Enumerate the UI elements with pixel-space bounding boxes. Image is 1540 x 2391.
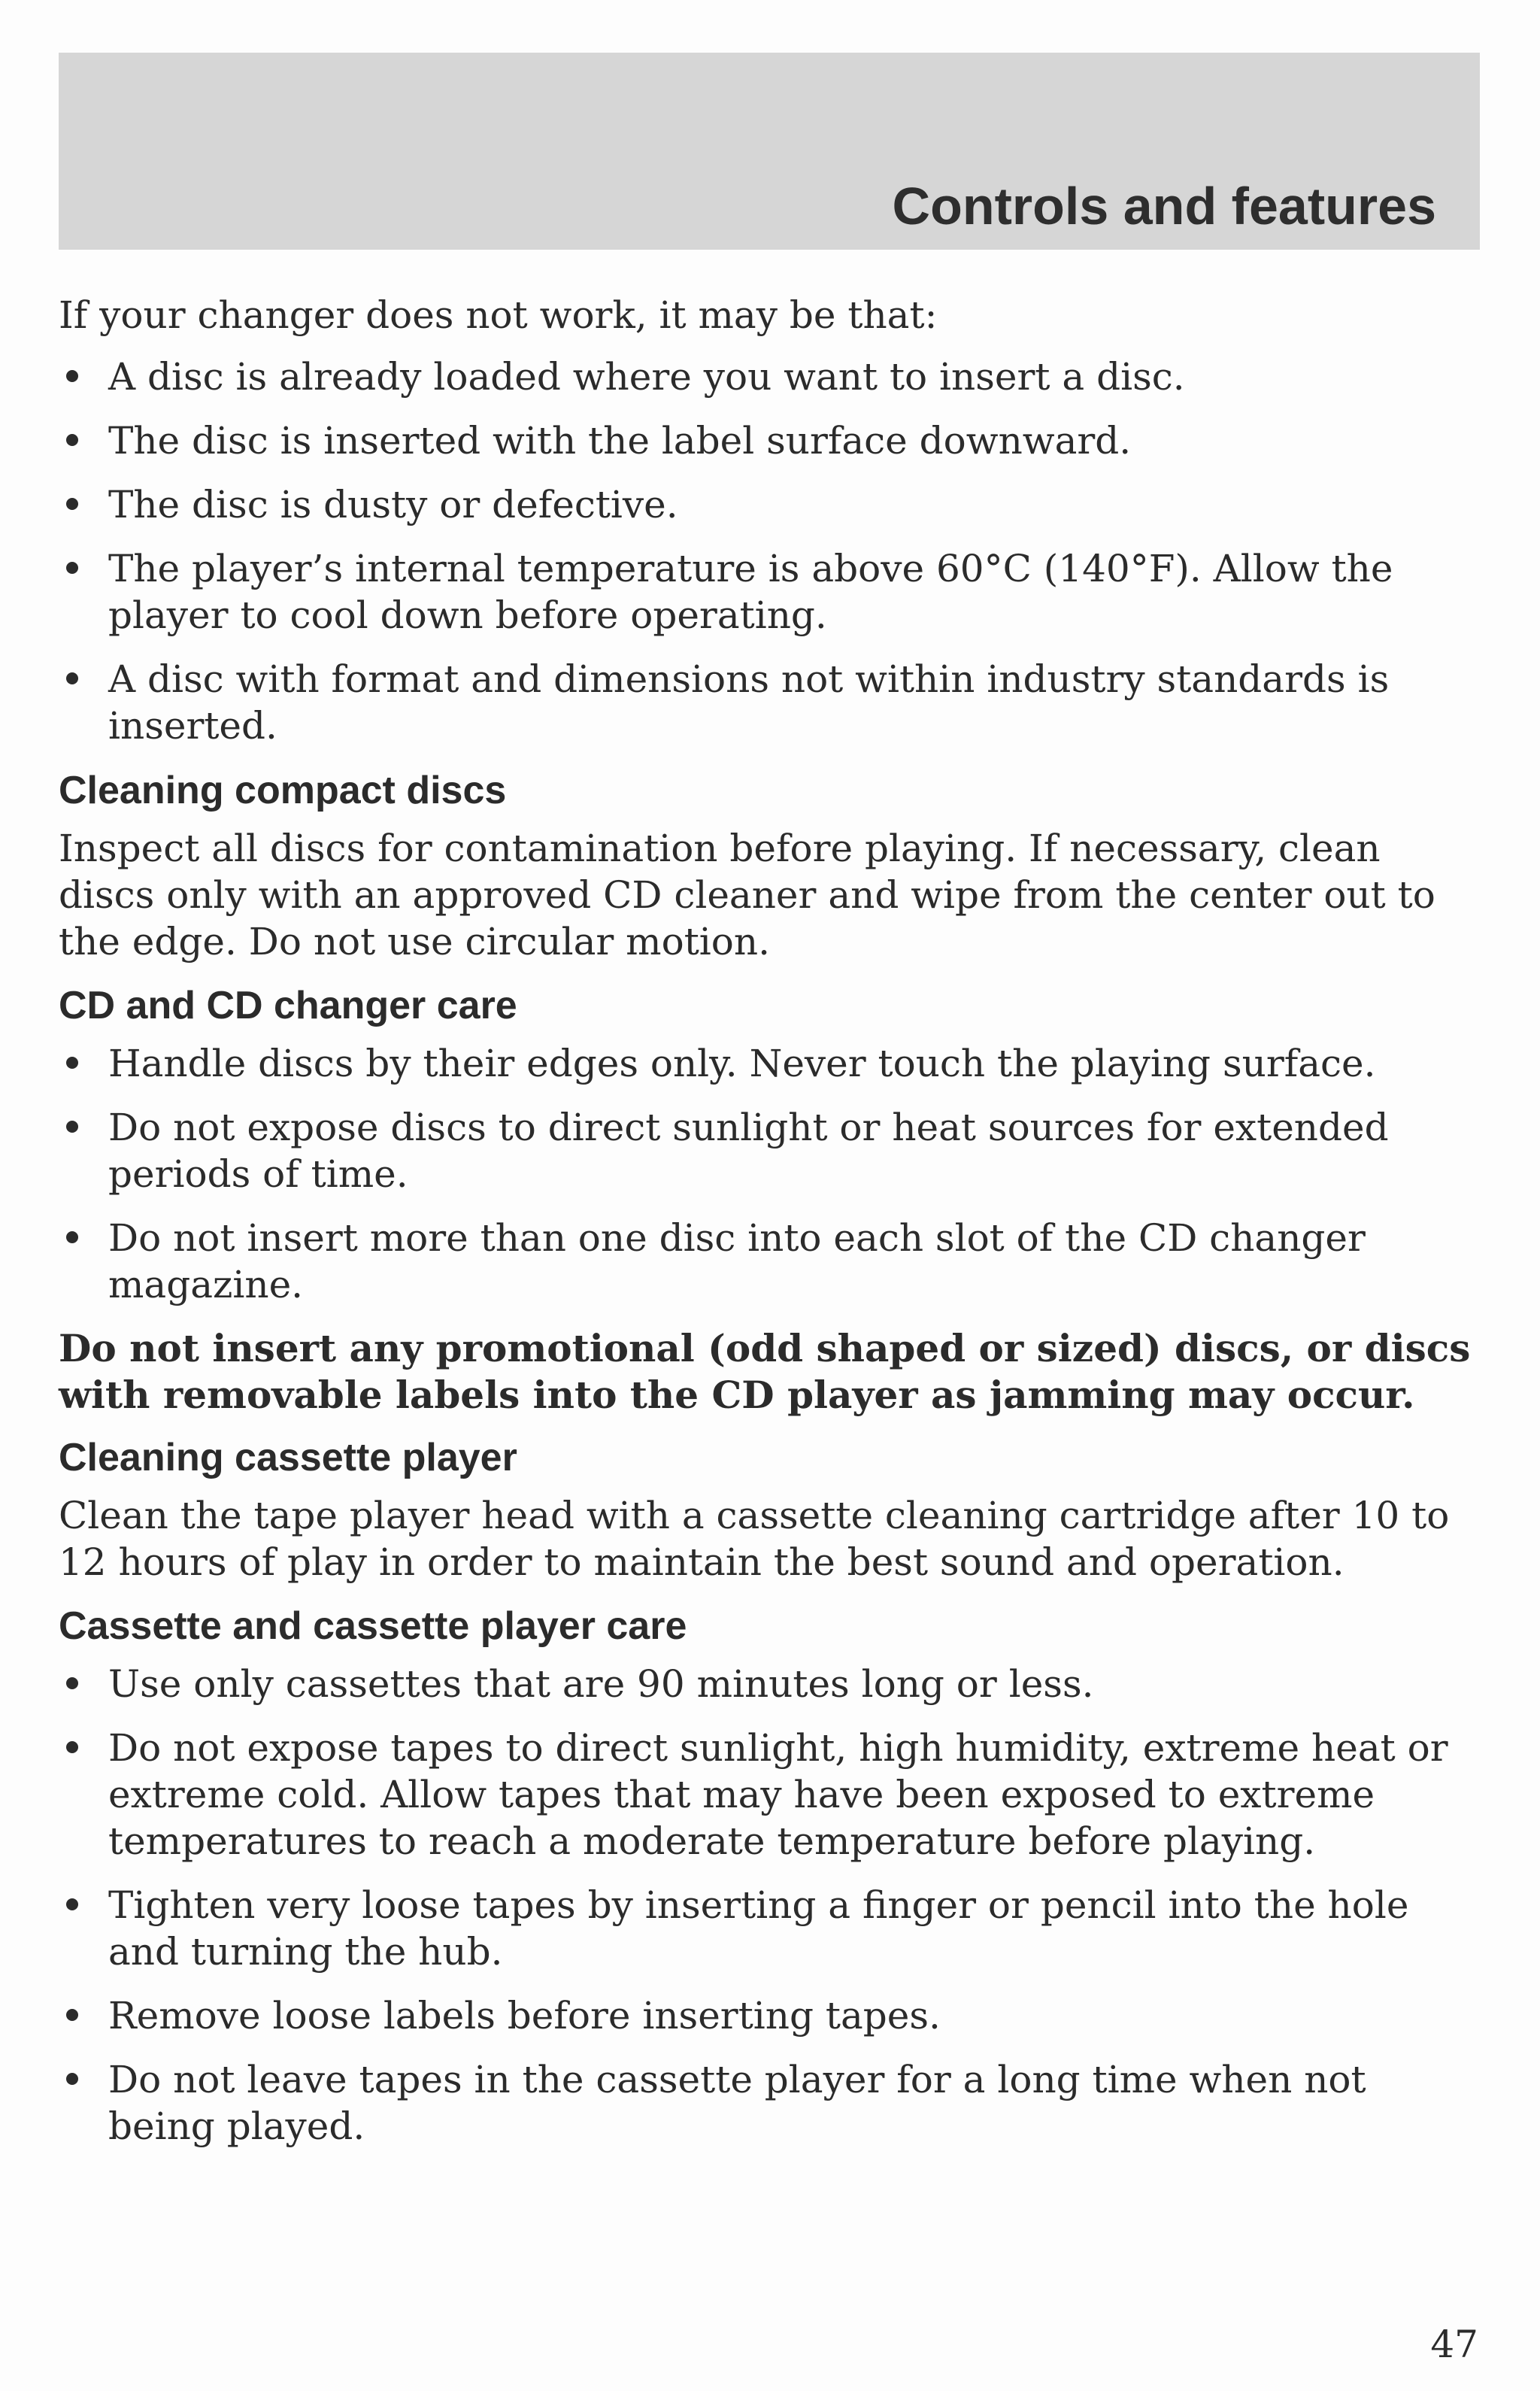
bullet-icon [66, 1741, 78, 1753]
cassette-care-list [59, 1661, 1480, 2150]
list-item [59, 353, 1480, 400]
list-item-text: A disc with format and dimensions not within industry standards is inserted. [108, 657, 1390, 748]
bullet-icon [66, 2009, 78, 2021]
bullet-icon [66, 1057, 78, 1069]
bullet-icon [66, 370, 78, 382]
section-title: Controls and features [892, 177, 1436, 235]
list-item-text: Use only cassettes that are 90 minutes long or less. [108, 1662, 1094, 1706]
changer-issues-list [59, 353, 1480, 749]
page-content [59, 292, 1480, 2167]
list-item-text: The disc is inserted with the label surface downward. [108, 419, 1132, 463]
list-item [59, 1661, 1480, 1707]
list-item-text: Do not expose discs to direct sunlight or heat sources for extended periods of time. [108, 1106, 1389, 1196]
list-item [59, 1040, 1480, 1087]
cleaning-cassette-body: Clean the tape player head with a cassette cleaning cartridge after 10 to 12 hours of play in order to maintain the best sound and operation. [59, 1494, 1450, 1584]
list-item [59, 1882, 1480, 1975]
list-item [59, 656, 1480, 749]
list-item [59, 1104, 1480, 1197]
cleaning-cd-body: Inspect all discs for contamination before playing. If necessary, clean discs only with an approved CD cleaner and wipe from the center out to the edge. Do not use circular motion. [59, 827, 1435, 963]
list-item-text: Remove loose labels before inserting tapes. [108, 1994, 941, 2038]
intro-text: If your changer does not work, it may be that: [59, 293, 938, 337]
bullet-icon [66, 1121, 78, 1133]
list-item [59, 417, 1480, 464]
cleaning-cassette-heading: Cleaning cassette player [59, 1436, 517, 1479]
cd-care-list [59, 1040, 1480, 1308]
cassette-care-heading: Cassette and cassette player care [59, 1604, 687, 1648]
list-item-text: The disc is dusty or defective. [108, 483, 678, 526]
bullet-icon [66, 434, 78, 446]
list-item [59, 2056, 1480, 2150]
cd-warning-text: Do not insert any promotional (odd shaped or sized) discs, or discs with removable labels into the CD player as jamming may occur. [59, 1326, 1471, 1417]
list-item [59, 1992, 1480, 2039]
list-item [59, 481, 1480, 528]
list-item [59, 545, 1480, 639]
list-item-text: Tighten very loose tapes by inserting a finger or pencil into the hole and turning the hub. [108, 1883, 1409, 1974]
list-item-text: Handle discs by their edges only. Never touch the playing surface. [108, 1042, 1376, 1085]
bullet-icon [66, 1231, 78, 1243]
list-item-text: A disc is already loaded where you want to insert a disc. [108, 355, 1185, 399]
cleaning-cd-heading: Cleaning compact discs [59, 769, 507, 812]
bullet-icon [66, 562, 78, 574]
cd-care-heading: CD and CD changer care [59, 984, 517, 1027]
list-item-text: Do not leave tapes in the cassette player for a long time when not being played. [108, 2058, 1366, 2148]
bullet-icon [66, 498, 78, 510]
list-item-text: Do not insert more than one disc into each slot of the CD changer magazine. [108, 1216, 1366, 1306]
page-number: 47 [1430, 2323, 1478, 2366]
list-item-text: The player’s internal temperature is above 60°C (140°F). Allow the player to cool down before operating. [108, 547, 1393, 637]
list-item-text: Do not expose tapes to direct sunlight, high humidity, extreme heat or extreme cold. Allow tapes that may have been exposed to extreme temperatures to reach a moderate temperature before playing. [108, 1726, 1448, 1863]
bullet-icon [66, 672, 78, 684]
bullet-icon [66, 1677, 78, 1689]
list-item [59, 1215, 1480, 1308]
section-header-band [59, 53, 1480, 250]
bullet-icon [66, 1898, 78, 1910]
list-item [59, 1725, 1480, 1865]
bullet-icon [66, 2073, 78, 2085]
